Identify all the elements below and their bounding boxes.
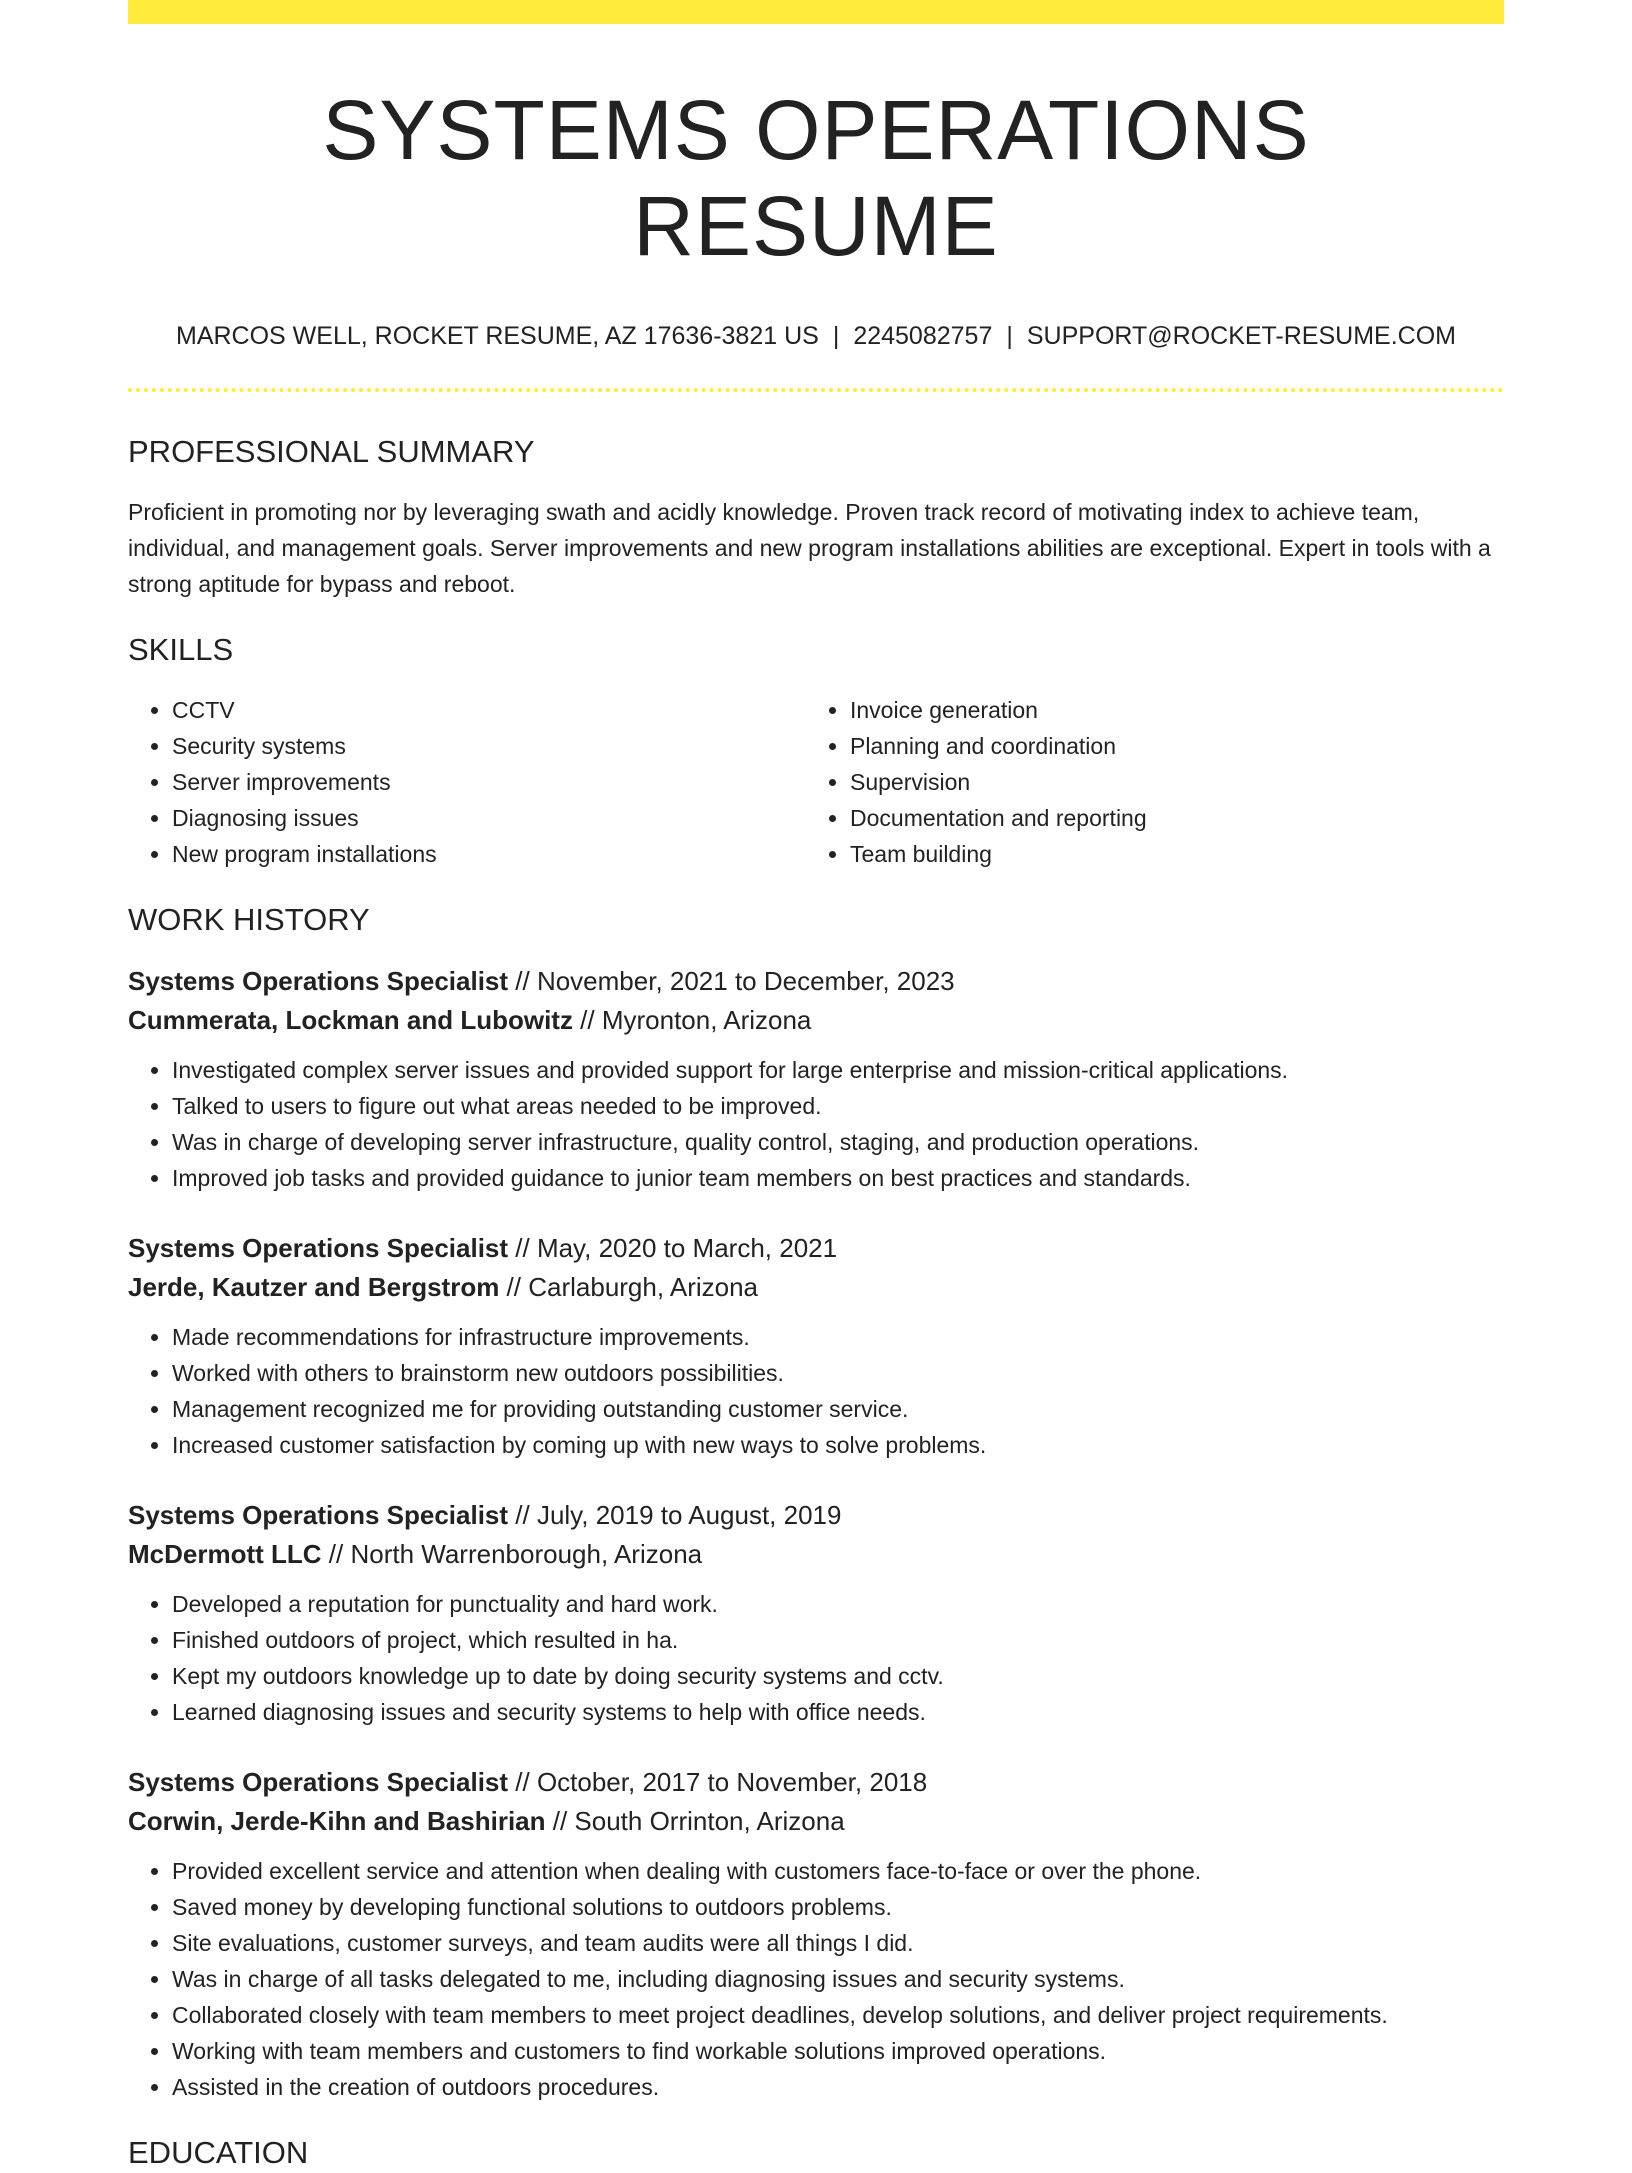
- job-entry: [128, 962, 1504, 1196]
- job-dates: // May, 2020 to March, 2021: [508, 1233, 838, 1263]
- contact-line: [128, 320, 1504, 352]
- job-bullet: • Worked with others to brainstorm new outdoors possibilities.: [172, 1355, 1504, 1391]
- skill-item: • Invoice generation: [850, 692, 1440, 728]
- job-bullet: • Improved job tasks and provided guidance to junior team members on best practices and standards.: [172, 1160, 1504, 1196]
- skills-list: [128, 692, 1504, 872]
- contact-separator: |: [1006, 322, 1013, 350]
- job-bullet: • Kept my outdoors knowledge up to date by doing security systems and cctv.: [172, 1658, 1504, 1694]
- job-bullet: • Assisted in the creation of outdoors procedures.: [172, 2069, 1504, 2105]
- contact-address: MARCOS WELL, ROCKET RESUME, AZ 17636-3821 US: [176, 322, 819, 350]
- contact-email: SUPPORT@ROCKET-RESUME.COM: [1026, 322, 1456, 350]
- contact-separator: |: [832, 322, 840, 350]
- skill-item: • Documentation and reporting: [850, 800, 1440, 836]
- job-bullet: • Was in charge of all tasks delegated to me, including diagnosing issues and security systems.: [172, 1961, 1504, 1997]
- resume-page: [128, 0, 1504, 2173]
- job-entry: [128, 1496, 1504, 1730]
- job-bullets: [128, 1052, 1504, 1196]
- skill-item: • Diagnosing issues: [172, 800, 806, 836]
- job-dates: // July, 2019 to August, 2019: [508, 1500, 842, 1530]
- accent-top-bar: [128, 0, 1504, 24]
- skill-item: • CCTV: [172, 692, 806, 728]
- contact-phone: 2245082757: [853, 322, 993, 350]
- job-bullet: • Made recommendations for infrastructure improvements.: [172, 1319, 1504, 1355]
- job-bullet: • Site evaluations, customer surveys, and team audits were all things I did.: [172, 1925, 1504, 1961]
- skills-column-right: [806, 692, 1440, 872]
- skill-item: • Team building: [850, 836, 1440, 872]
- skill-item: • New program installations: [172, 836, 806, 872]
- job-dates: // October, 2017 to November, 2018: [508, 1767, 928, 1797]
- skill-item: • Supervision: [850, 764, 1440, 800]
- job-bullet: • Finished outdoors of project, which resulted in ha.: [172, 1622, 1504, 1658]
- job-bullet: • Provided excellent service and attention when dealing with customers face-to-face or over the phone.: [172, 1853, 1504, 1889]
- job-bullet: • Increased customer satisfaction by coming up with new ways to solve problems.: [172, 1427, 1504, 1463]
- job-company: Jerde, Kautzer and Bergstrom: [128, 1272, 500, 1302]
- job-bullet: • Saved money by developing functional solutions to outdoors problems.: [172, 1889, 1504, 1925]
- job-bullet: • Developed a reputation for punctuality and hard work.: [172, 1586, 1504, 1622]
- job-title-line: [128, 1763, 1504, 1802]
- job-company: Corwin, Jerde-Kihn and Bashirian: [128, 1806, 546, 1836]
- job-title-line: [128, 1229, 1504, 1268]
- job-title: Systems Operations Specialist: [128, 966, 509, 996]
- job-title: Systems Operations Specialist: [128, 1767, 509, 1797]
- job-title-line: [128, 1496, 1504, 1535]
- job-location: // Myronton, Arizona: [572, 1005, 812, 1035]
- job-company-line: [128, 1268, 1504, 1307]
- summary-text: Proficient in promoting nor by leveraging swath and acidly knowledge. Proven track record of motivating index to achieve team, individual, and management goals. Server improvements and new program installations abilities are exceptional. Expert in tools with a strong aptitude for bypass and reboot.: [128, 499, 1491, 597]
- job-bullet: • Investigated complex server issues and provided support for large enterprise and mission-critical applications.: [172, 1052, 1504, 1088]
- job-bullet: • Working with team members and customers to find workable solutions improved operations.: [172, 2033, 1504, 2069]
- job-company: McDermott LLC: [128, 1539, 322, 1569]
- job-location: // Carlaburgh, Arizona: [499, 1272, 759, 1302]
- work-history-heading: WORK HISTORY: [128, 902, 370, 937]
- job-company-line: [128, 1535, 1504, 1574]
- job-company-line: [128, 1802, 1504, 1841]
- job-entry: [128, 1763, 1504, 2105]
- job-dates: // November, 2021 to December, 2023: [508, 966, 955, 996]
- job-bullets: [128, 1586, 1504, 1730]
- skill-item: • Planning and coordination: [850, 728, 1440, 764]
- skill-item: • Security systems: [172, 728, 806, 764]
- job-company-line: [128, 1001, 1504, 1040]
- job-bullet: • Talked to users to figure out what areas needed to be improved.: [172, 1088, 1504, 1124]
- job-location: // North Warrenborough, Arizona: [321, 1539, 703, 1569]
- skills-heading: SKILLS: [128, 632, 234, 667]
- job-bullet: • Management recognized me for providing outstanding customer service.: [172, 1391, 1504, 1427]
- job-entry: [128, 1229, 1504, 1463]
- job-title: Systems Operations Specialist: [128, 1233, 509, 1263]
- job-bullets: [128, 1853, 1504, 2105]
- dotted-divider: [128, 388, 1504, 392]
- job-title: Systems Operations Specialist: [128, 1500, 509, 1530]
- job-bullets: [128, 1319, 1504, 1463]
- job-bullet: • Collaborated closely with team members to meet project deadlines, develop solutions, and deliver project requirements.: [172, 1997, 1504, 2033]
- job-location: // South Orrinton, Arizona: [545, 1806, 845, 1836]
- job-bullet: • Was in charge of developing server infrastructure, quality control, staging, and production operations.: [172, 1124, 1504, 1160]
- skills-column-left: [128, 692, 806, 872]
- job-company: Cummerata, Lockman and Lubowitz: [128, 1005, 573, 1035]
- education-heading: EDUCATION: [128, 2135, 309, 2170]
- job-title-line: [128, 962, 1504, 1001]
- summary-heading: PROFESSIONAL SUMMARY: [128, 434, 535, 469]
- resume-title: SYSTEMS OPERATIONS RESUME: [322, 83, 1310, 273]
- job-bullet: • Learned diagnosing issues and security systems to help with office needs.: [172, 1694, 1504, 1730]
- skill-item: • Server improvements: [172, 764, 806, 800]
